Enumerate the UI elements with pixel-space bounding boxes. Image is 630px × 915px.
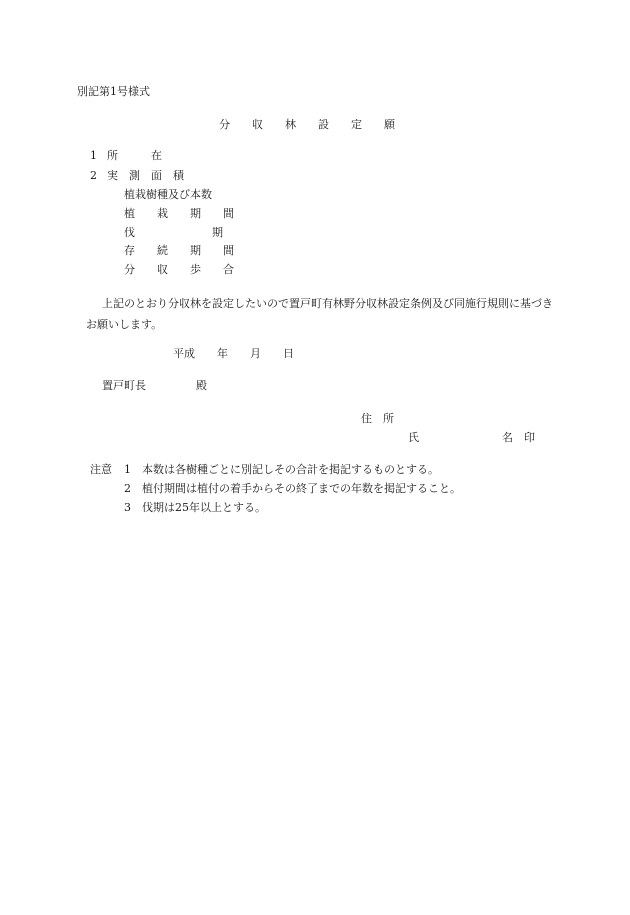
applicant-address-label: 住 所 [361, 412, 394, 425]
sub-item-cutting-period: 伐 期 [124, 226, 223, 239]
item-label: 所 在 [107, 149, 162, 162]
notes-label: 注意 [90, 463, 112, 476]
note-text: 伐期は25年以上とする。 [142, 501, 266, 514]
applicant-name-label-2: 名 印 [502, 431, 535, 444]
addressee-line [102, 379, 207, 424]
date-line: 平成 年 月 日 [173, 347, 294, 360]
note-text: 本数は各樹種ごとに別記しその合計を掲記するものとする。 [142, 463, 439, 476]
sub-item-planting-period: 植 栽 期 間 [124, 207, 234, 220]
note-item [124, 501, 266, 546]
form-label: 別記第1号様式 [77, 85, 150, 98]
sub-item-share-ratio: 分 収 歩 合 [124, 263, 234, 276]
applicant-name-label-1: 氏 [408, 431, 419, 444]
note-number: 3 [124, 501, 131, 514]
item-number: 1 [90, 149, 97, 162]
body-paragraph: 上記のとおり分収林を設定したいので置戸町有林野分収林設定条例及び同施行規則に基づきお願いします。 [86, 297, 553, 331]
note-text: 植付期間は植付の着手からその終了までの年数を掲記すること。 [142, 482, 461, 495]
sub-item-duration: 存 続 期 間 [124, 244, 234, 257]
addressee-honorific: 殿 [196, 379, 207, 392]
addressee-name: 置戸町長 [102, 379, 146, 392]
item-number: 2 [90, 169, 97, 182]
note-number: 1 [124, 463, 131, 476]
document-title: 分 収 林 設 定 願 [219, 118, 395, 131]
note-number: 2 [124, 482, 131, 495]
sub-item-planting-species: 植栽樹種及び本数 [124, 188, 212, 201]
item-label: 実 測 面 積 [107, 169, 184, 182]
